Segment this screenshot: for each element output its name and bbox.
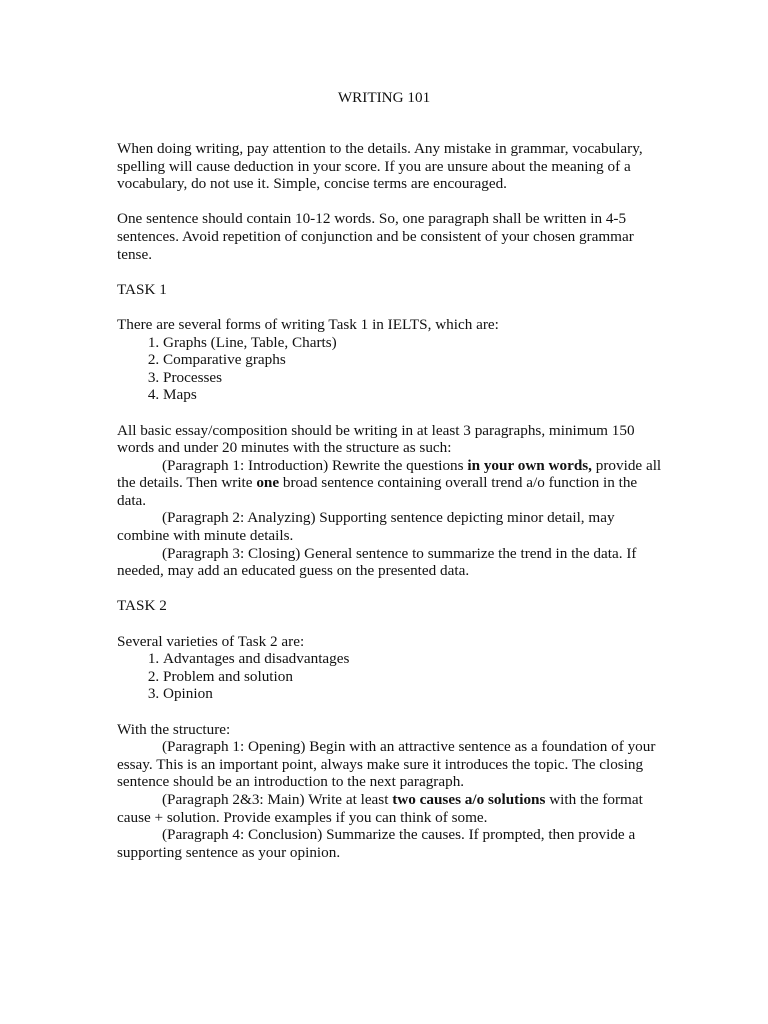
text-run: with the format cause + solution. Provide examples if you can think of some. — [117, 790, 643, 826]
task2-varieties-list — [117, 650, 662, 703]
list-item: 2. Problem and solution — [163, 668, 662, 686]
task1-structure-intro: All basic essay/composition should be writing in at least 3 paragraphs, minimum 150 words and under 20 minutes with the structure as such: — [117, 421, 635, 457]
text-run: (Paragraph 1: Introduction) Rewrite the questions — [162, 456, 468, 474]
emphasis-text: two causes a/o solutions — [392, 790, 546, 808]
emphasis-text: in your own words, — [467, 456, 592, 474]
list-item: 1. Graphs (Line, Table, Charts) — [163, 334, 662, 352]
list-item: 3. Processes — [163, 369, 662, 387]
task1-paragraph-2-guide: (Paragraph 2: Analyzing) Supporting sentence depicting minor detail, may combine with minute details. — [117, 509, 615, 545]
text-run: broad sentence containing overall trend a/o function in the data. — [117, 474, 638, 509]
list-item: 1. Advantages and disadvantages — [163, 650, 662, 668]
task2-lead: Several varieties of Task 2 are: — [117, 632, 305, 650]
document-body — [117, 140, 662, 861]
emphasis-text: one — [256, 474, 280, 492]
task1-forms-list — [117, 334, 662, 404]
text-run: (Paragraph 2&3: Main) Write at least — [162, 790, 393, 808]
task2-heading: TASK 2 — [117, 597, 167, 615]
intro-paragraph-2: One sentence should contain 10-12 words. So, one paragraph shall be written in 4-5 sentences. Avoid repetition of conjunction and be consistent of your chosen grammar tense. — [117, 210, 634, 263]
task1-lead: There are several forms of writing Task 1 in IELTS, which are: — [117, 315, 499, 333]
task2-paragraph-23-guide — [117, 791, 662, 826]
task2-structure-intro: With the structure: — [117, 720, 231, 738]
intro-paragraph-1: When doing writing, pay attention to the details. Any mistake in grammar, vocabulary, spelling will cause deduction in your score. If you are unsure about the meaning of a vocabulary, do not use it. Simple, concise terms are encouraged. — [117, 140, 643, 193]
task1-paragraph-3-guide: (Paragraph 3: Closing) General sentence to summarize the trend in the data. If needed, may add an educated guess on the presented data. — [117, 544, 637, 580]
text-run: provide all the details. Then write — [117, 456, 662, 492]
task1-heading: TASK 1 — [117, 280, 167, 298]
task2-paragraph-4-guide: (Paragraph 4: Conclusion) Summarize the causes. If prompted, then provide a supporting sentence as your opinion. — [117, 826, 636, 861]
task1-paragraph-1-guide — [117, 457, 662, 510]
task2-paragraph-1-guide: (Paragraph 1: Opening) Begin with an attractive sentence as a foundation of your essay. This is an important point, always make sure it introduces the topic. The closing sentence should be an introduction to the next paragraph. — [117, 738, 656, 791]
list-item: 3. Opinion — [163, 685, 662, 703]
list-item: 4. Maps — [163, 386, 662, 404]
document-title: WRITING 101 — [337, 89, 431, 106]
list-item: 2. Comparative graphs — [163, 351, 662, 369]
